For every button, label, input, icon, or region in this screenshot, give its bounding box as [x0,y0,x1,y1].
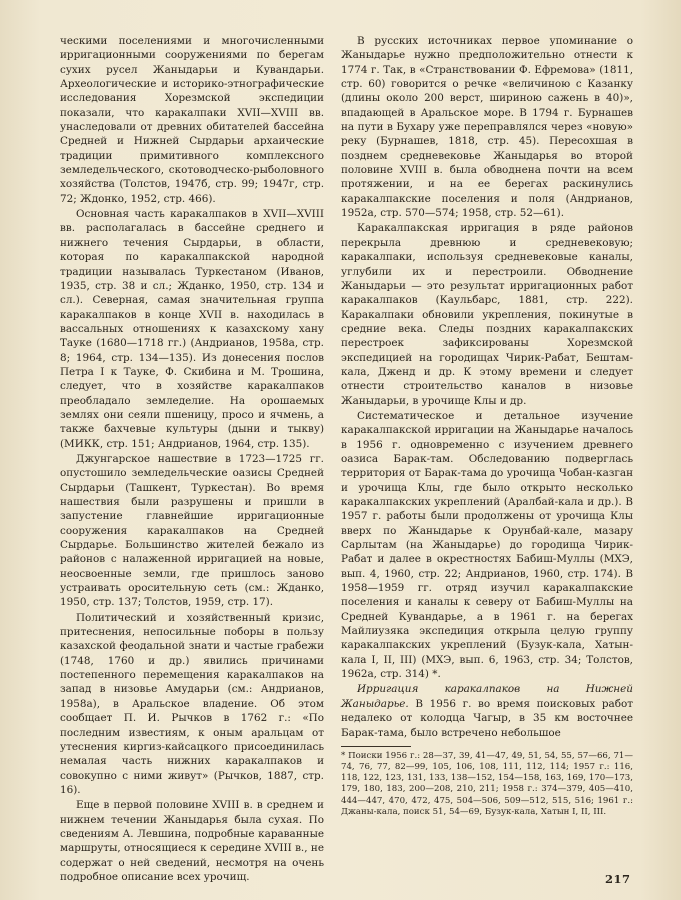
paragraph: В русских источниках первое упоминание о Жаныдарье нужно предположительно отнести к 1774 г. Так, в «Странствовании Ф. Ефремова» (1811, стр. 60) говорится о речке «величиною с Казанку (длины около 200 верст, шириною сажень в 40)», впадающей в Аральское море. В 1794 г. Бурнашев на пути в Бухару уже переправлялся через «новую» реку (Бурнашев, 1818, стр. 45). Пересохшая в позднем средневековье Жаныдарья во второй половине XVIII в. была обводнена почти на всем протяжении, и на ее берегах раскинулись каракалпакские поселения и поля (Андрианов, 1952а, стр. 570—574; 1958, стр. 52—61). [341,35,633,220]
paragraph: Каракалпакская ирригация в ряде районов перекрыла древнюю и средневековую; каракалпаки, используя средневековые каналы, углубили их и перестроили. Обводнение Жаныдарьи — это результат ирригационных работ каракалпаков (Каульбарс, 1881, стр. 222). Каракалпаки обновили укрепления, покинутые в средние века. Следы поздних каракалпакских перестроек зафиксированы Хорезмской экспедицией на городищах Чирик-Рабат, Бештам-кала, Дженд и др. К этому времени и следует отнести строительство каналов в низовье Жаныдарьи, в урочище Клы и др. [341,222,633,407]
page-number: 217 [605,872,631,886]
paragraph: Политический и хозяйственный кризис, притеснения, непосильные поборы в пользу казахской феодальной знати и частые грабежи (1748, 1760 и др.) явились причинами постепенного перемещения каракалпаков на запад в низовье Амударьи (см.: Андрианов, 1958а), в Аральское владение. Об этом сообщает П. И. Рычков в 1762 г.: «По последним известиям, к оным аральцам от утеснения киргиз-кайсацкого присоединилась немалая часть нижних каракалпаков и совокупно с ними живут» (Рычков, 1887, стр. 16). [60,611,324,796]
footnote-divider [341,746,411,747]
left-column [60,34,324,884]
paragraph: Систематическое и детальное изучение каракалпакской ирригации на Жаныдарье началось в 1956 г. одновременно с изучением древнего оазиса Барак-там. Обследованию подверглась территория от Барак-тама до урочища Чобан-казган и урочища Клы, где было открыто несколько каракалпакских укреплений (Аралбай-кала и др.). В 1957 г. работы были продолжены от урочища Клы вверх по Жаныдарье к Орунбай-кале, мазару Сарлытам (на Жаныдарье) до городища Чирик-Рабат и далее в окрестностях Бабиш-Муллы (МХЭ, вып. 4, 1960, стр. 22; Андрианов, 1960, стр. 174). В 1958—1959 гг. отряд изучил каракалпакские поселения и каналы к северу от Бабиш-Муллы на Средней Кувандарье, а в 1961 г. на берегах Майлиузяка экспедиция открыла целую группу каракалпакских укреплений (Бузук-кала, Хатын-кала I, II, III) (МХЭ, вып. 6, 1963, стр. 34; Толстов, 1962а, стр. 314) *. [341,409,633,681]
right-column [341,34,633,818]
paragraph: Основная часть каракалпаков в XVII—XVIII вв. располагалась в бассейне среднего и нижнего течения Сырдарьи, в области, которая по каракалпакской народной традиции называлась Туркестаном (Иванов, 1935, стр. 38 и сл.; Жданко, 1950, стр. 134 и сл.). Северная, самая значительная группа каракалпаков в конце XVII в. находилась в вассальных отношениях к казахскому хану Тауке (1680—1718 гг.) (Андрианов, 1958а, стр. 8; 1964, стр. 134—135). Из донесения послов Петра I к Тауке, Ф. Скибина и М. Трошина, следует, что в хозяйстве каракалпаков преобладало земледелие. На орошаемых землях они сеяли пшеницу, просо и ячмень, а также бахчевые культуры (дыни и тыкву) (МИКК, стр. 151; Андрианов, 1964, стр. 135). [60,208,324,450]
paragraph: Джунгарское нашествие в 1723—1725 гг. опустошило земледельческие оазисы Средней Сырдарьи (Ташкент, Туркестан). Во время нашествия были разрушены и пришли в запустение главнейшие ирригационные сооружения каракалпаков на Средней Сырдарье. Большинство жителей бежало из районов с налаженной ирригацией на новые, неосвоенные земли, где пришлось заново устраивать оросительную сеть (см.: Жданко, 1950, стр. 137; Толстов, 1959, стр. 17). [60,452,324,609]
footnote: * Поиски 1956 г.: 28—37, 39, 41—47, 49, 51, 54, 55, 57—66, 71—74, 76, 77, 82—99, 105, 106, 108, 111, 112, 114; 1957 г.: 116, 118, 122, 123, 131, 133, 138—152, 154—158, 163, 169, 170—173, 179, 180, 183, 200—208, 210, 211; 1958 г.: 374—379, 405—410, 444—447, 470, 472, 475, 504—506, 509—512, 515, 516; 1961 г.: Джаны-кала, поиск 51, 54—69, Бузук-кала, Хатын I, II, III. [341,750,633,817]
paragraph-text: В 1956 г. во время поисковых работ недалеко от колодца Чагыр, в 35 км восточнее Барак-тама, было встречено небольшое [341,697,633,739]
paragraph: Еще в первой половине XVIII в. в среднем и нижнем течении Жаныдарья была сухая. По сведениям А. Левшина, подробные караванные маршруты, относящиеся к середине XVIII в., не содержат о ней сведений, несмотря на очень подробное описание всех урочищ. [60,799,324,883]
paragraph [341,682,633,739]
paragraph: ческими поселениями и многочисленными ирригационными сооружениями по берегам сухих русел Жаныдарьи и Кувандарьи. Археологические и историко-этнографические исследования Хорезмской экспедиции показали, что каракалпаки XVII—XVIII вв. унаследовали от древних обитателей бассейна Средней и Нижней Сырдарьи архаические традиции примитивного комплексного земледельческого, скотоводческо-рыболовного хозяйства (Толстов, 1947б, стр. 99; 1947г, стр. 72; Ждонко, 1952, стр. 466). [60,35,324,205]
section-heading-italic: Ирригация каракалпаков на Нижней Жаныдарье. [341,683,633,710]
